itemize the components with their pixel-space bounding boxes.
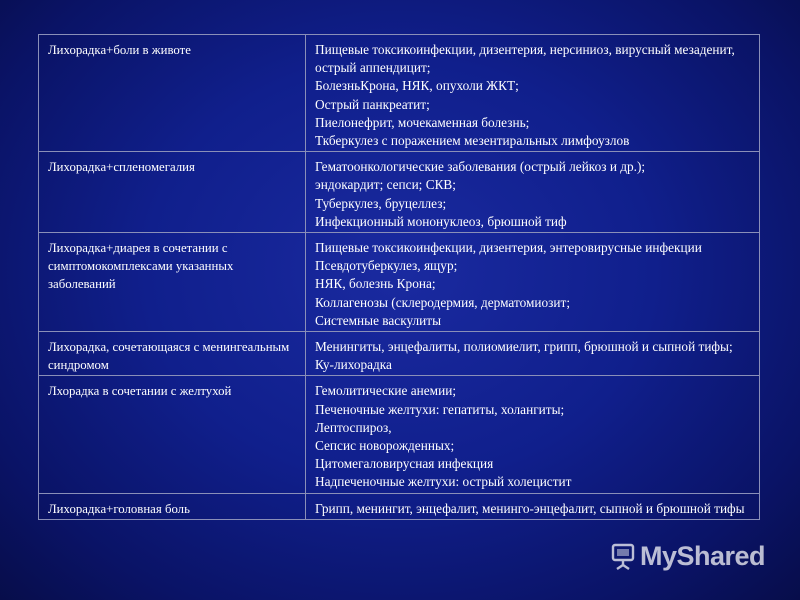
table-row xyxy=(39,35,760,152)
cause-line: Лептоспироз, xyxy=(315,419,392,435)
table-row xyxy=(39,493,760,519)
symptom-text: Лхорадка в сочетании с желтухой xyxy=(48,384,232,399)
cause-line: НЯК, болезнь Крона; xyxy=(315,276,436,292)
cause-line: Пиелонефрит, мочекаменная болезнь; xyxy=(315,114,530,130)
symptom-text: Лихорадка+боли в животе xyxy=(48,43,191,57)
cause-line: Цитомегаловирусная инфекция xyxy=(315,456,494,472)
table-row xyxy=(39,376,760,493)
cause-line: Острый панкреатит; xyxy=(315,96,430,112)
symptom-text: Лихорадка+головная боль xyxy=(48,501,190,516)
symptom-cell xyxy=(39,152,306,233)
cause-line: Системные васкулиты xyxy=(315,312,442,328)
cause-line: Сепсис новорожденных; xyxy=(315,438,455,454)
symptom-cell xyxy=(39,376,306,493)
cause-line: Гематоонкологические заболевания (острый лейкоз и др.); xyxy=(315,159,646,175)
causes-cell xyxy=(306,35,760,152)
presentation-board-icon xyxy=(610,541,636,571)
symptom-text: Лихорадка, сочетающаяся с менингеальным синдромом xyxy=(48,340,290,373)
causes-cell xyxy=(306,493,760,519)
table-row xyxy=(39,233,760,332)
cause-line: Пищевые токсикоинфекции, дизентерия, нерсиниоз, вирусный мезаденит, острый аппендицит; xyxy=(315,42,735,76)
symptom-text: Лихорадка+диарея в сочетании с симптомокомплексами указанных заболеваний xyxy=(48,241,234,292)
table-row xyxy=(39,152,760,233)
symptom-cell xyxy=(39,332,306,376)
cause-line: Гемолитические анемии; xyxy=(315,383,457,399)
cause-line: эндокардит; сепси; СКВ; xyxy=(315,177,457,193)
cause-line: Надпеченочные желтухи: острый холецистит xyxy=(315,474,572,490)
cause-line: Коллагенозы (склеродермия, дерматомиозит; xyxy=(315,294,571,310)
symptom-cell xyxy=(39,493,306,519)
cause-line: БолезньКрона, НЯК, опухоли ЖКТ; xyxy=(315,78,519,94)
cause-line: Псевдотуберкулез, ящур; xyxy=(315,258,458,274)
cause-line: Пищевые токсикоинфекции, дизентерия, энтеровирусные инфекции xyxy=(315,240,702,256)
cause-line: Ткберкулез с поражением мезентиральных лимфоузлов xyxy=(315,133,630,149)
causes-cell xyxy=(306,332,760,376)
causes-cell xyxy=(306,152,760,233)
fever-symptoms-table xyxy=(38,34,760,520)
causes-cell xyxy=(306,233,760,332)
table-row xyxy=(39,332,760,376)
cause-line: Менингиты, энцефалиты, полиомиелит, грипп, брюшной и сыпной тифы; Ку-лихорадка xyxy=(315,339,733,373)
cause-line: Грипп, менингит, энцефалит, менинго-энцефалит, сыпной и брюшной тифы xyxy=(315,500,745,516)
watermark-text: MyShared xyxy=(640,540,766,571)
symptom-cell xyxy=(39,35,306,152)
cause-line: Туберкулез, бруцеллез; xyxy=(315,195,447,211)
watermark xyxy=(610,536,785,576)
symptom-cell xyxy=(39,233,306,332)
symptom-text: Лихорадка+спленомегалия xyxy=(48,160,195,175)
cause-line: Инфекционный мононуклеоз, брюшной тиф xyxy=(315,213,567,229)
causes-cell xyxy=(306,376,760,493)
cause-line: Печеночные желтухи: гепатиты, холангиты; xyxy=(315,401,565,417)
